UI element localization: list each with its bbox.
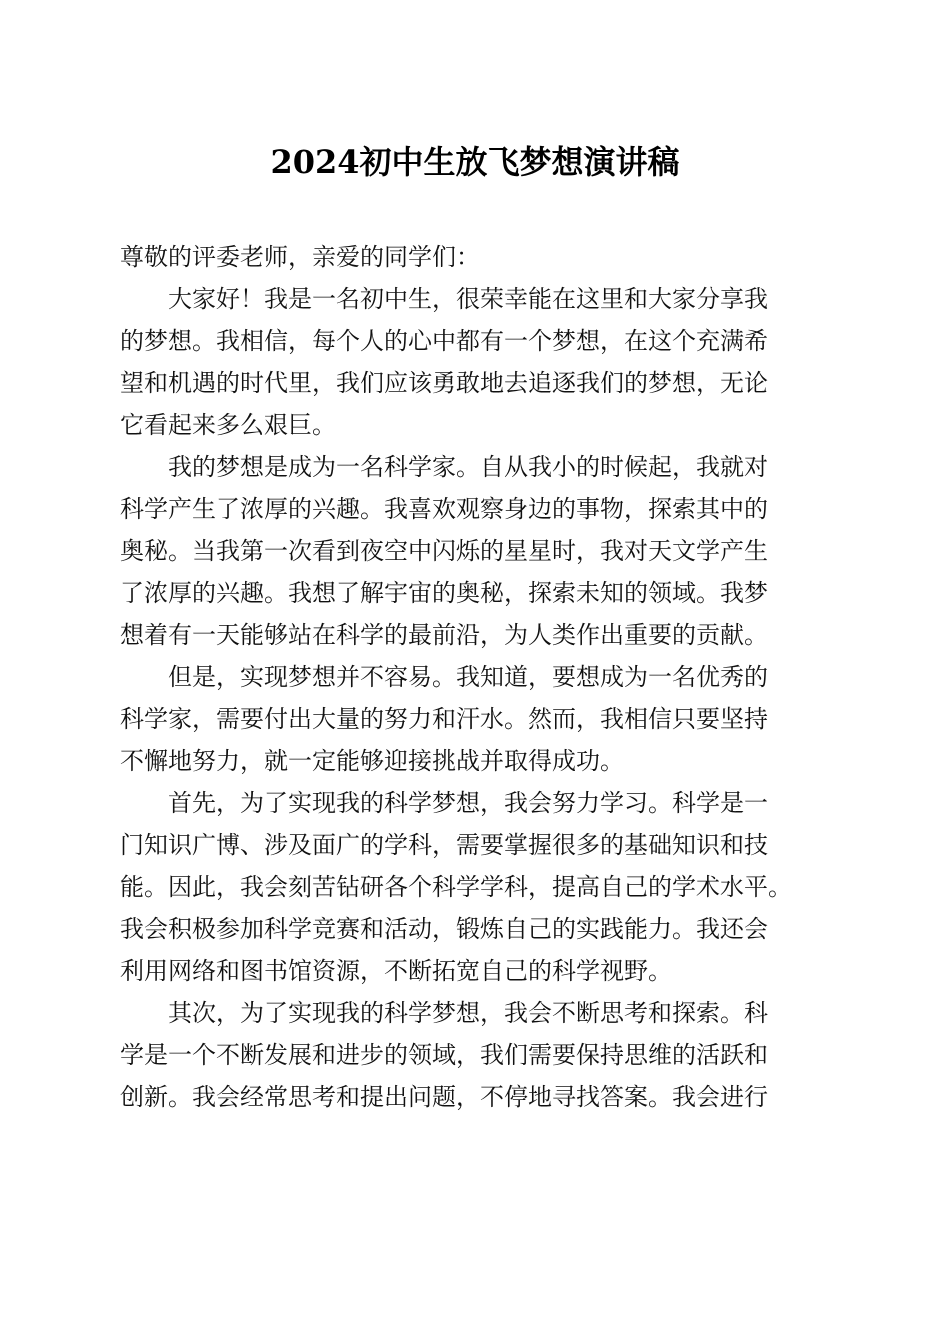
body-line: 它看起来多么艰巨。 bbox=[120, 411, 336, 439]
body-line: 创新。我会经常思考和提出问题，不停地寻找答案。我会进行 bbox=[120, 1083, 768, 1111]
body-line: 望和机遇的时代里，我们应该勇敢地去追逐我们的梦想，无论 bbox=[120, 369, 768, 397]
body-line: 想着有一天能够站在科学的最前沿，为人类作出重要的贡献。 bbox=[120, 621, 768, 649]
body-line: 大家好！我是一名初中生，很荣幸能在这里和大家分享我 bbox=[168, 285, 768, 313]
body-line: 首先，为了实现我的科学梦想，我会努力学习。科学是一 bbox=[168, 789, 768, 817]
body-line: 了浓厚的兴趣。我想了解宇宙的奥秘，探索未知的领域。我梦 bbox=[120, 579, 768, 607]
body-line: 不懈地努力，就一定能够迎接挑战并取得成功。 bbox=[120, 747, 624, 775]
body-line: 科学产生了浓厚的兴趣。我喜欢观察身边的事物，探索其中的 bbox=[120, 495, 768, 523]
body-line: 利用网络和图书馆资源，不断拓宽自己的科学视野。 bbox=[120, 957, 672, 985]
document-body bbox=[120, 236, 840, 1118]
body-line: 科学家，需要付出大量的努力和汗水。然而，我相信只要坚持 bbox=[120, 705, 768, 733]
body-line: 我会积极参加科学竞赛和活动，锻炼自己的实践能力。我还会 bbox=[120, 915, 768, 943]
body-line: 但是，实现梦想并不容易。我知道，要想成为一名优秀的 bbox=[168, 663, 768, 691]
body-line: 奥秘。当我第一次看到夜空中闪烁的星星时，我对天文学产生 bbox=[120, 537, 768, 565]
document-title: 2024初中生放飞梦想演讲稿 bbox=[270, 143, 680, 181]
body-line: 其次，为了实现我的科学梦想，我会不断思考和探索。科 bbox=[168, 999, 768, 1027]
body-line: 我的梦想是成为一名科学家。自从我小的时候起，我就对 bbox=[168, 453, 768, 481]
body-line: 学是一个不断发展和进步的领域，我们需要保持思维的活跃和 bbox=[120, 1041, 768, 1069]
body-line: 的梦想。我相信，每个人的心中都有一个梦想，在这个充满希 bbox=[120, 327, 768, 355]
body-line: 能。因此，我会刻苦钻研各个科学学科，提高自己的学术水平。 bbox=[120, 873, 792, 901]
body-line: 尊敬的评委老师，亲爱的同学们： bbox=[120, 243, 480, 271]
body-line: 门知识广博、涉及面广的学科，需要掌握很多的基础知识和技 bbox=[120, 831, 768, 859]
